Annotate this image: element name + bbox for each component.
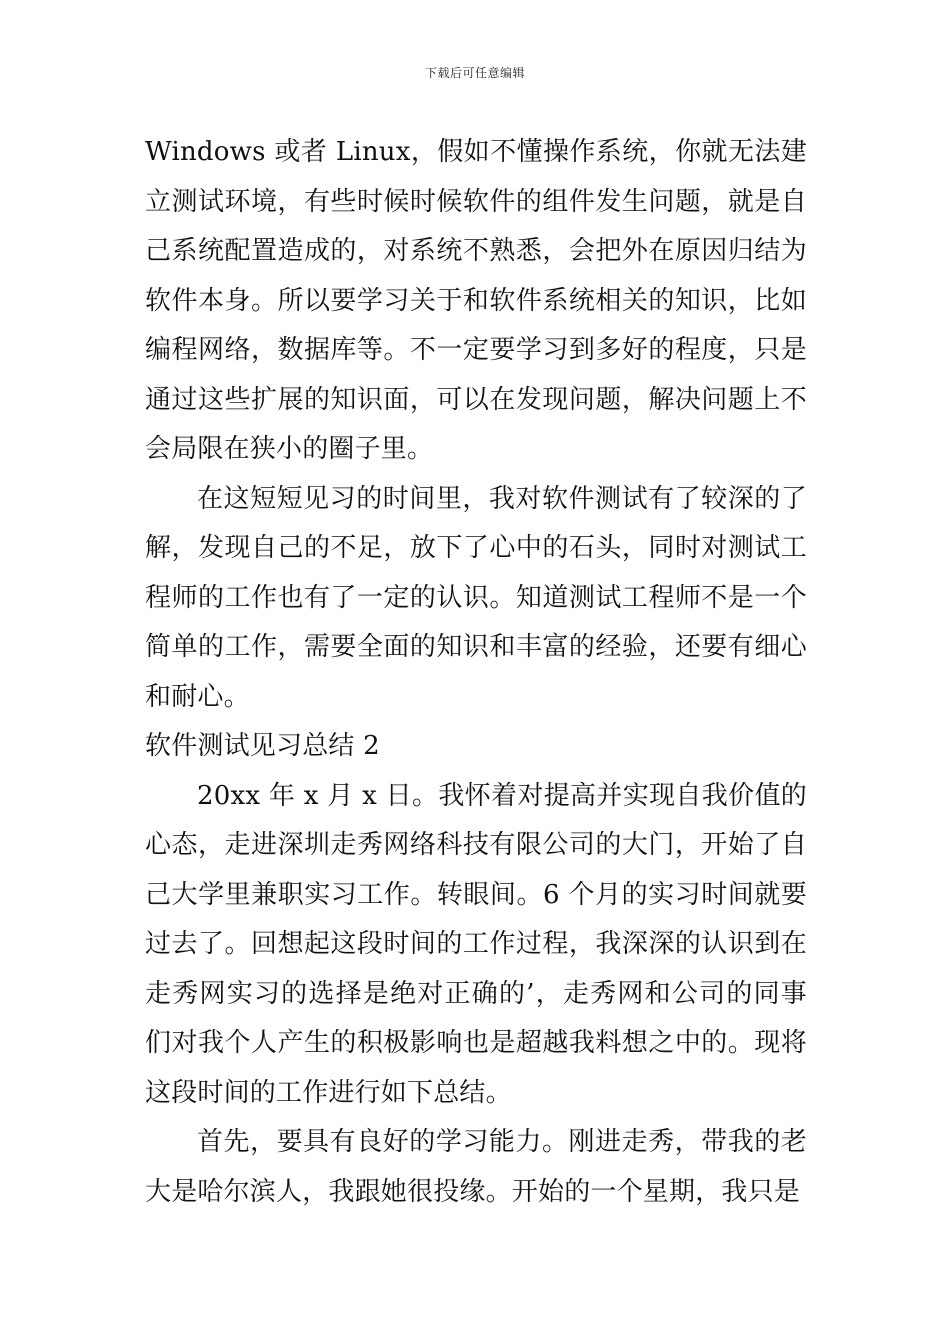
paragraph-2: 在这短短见习的时间里，我对软件测试有了较深的了解，发现自己的不足，放下了心中的石头，同时对测试工程师的工作也有了一定的认识。知道测试工程师不是一个简单的工作，需要全面的知识和丰富的经验，还要有细心和耐心。 bbox=[145, 483, 807, 712]
paragraph-1: Windows 或者 Linux，假如不懂操作系统，你就无法建立测试环境，有些时候时候软件的组件发生问题，就是自己系统配置造成的，对系统不熟悉，会把外在原因归结为软件本身。所以要学习关于和软件系统相关的知识，比如编程网络，数据库等。不一定要学习到多好的程度，只是通过这些扩展的知识面，可以在发现问题，解决问题上不会局限在狭小的圈子里。 bbox=[145, 137, 807, 464]
paragraph-4: 首先，要具有良好的学习能力。刚进走秀，带我的老大是哈尔滨人，我跟她很投缘。开始的一个星期，我只是 bbox=[145, 1127, 807, 1207]
document-body bbox=[145, 128, 807, 1217]
paragraph-3: 20xx 年 x 月 x 日。我怀着对提高并实现自我价值的心态，走进深圳走秀网络科技有限公司的大门，开始了自己大学里兼职实习工作。转眼间。6 个月的实习时间就要过去了。回想起这段时间的工作过程，我深深的认识到在走秀网实习的选择是绝对正确的’，走秀网和公司的同事们对我个人产生的积极影响也是超越我料想之中的。现将这段时间的工作进行如下总结。 bbox=[145, 780, 807, 1108]
section-heading: 软件测试见习总结 2 bbox=[145, 731, 380, 761]
page-header: 下载后可任意编辑 bbox=[424, 66, 525, 80]
